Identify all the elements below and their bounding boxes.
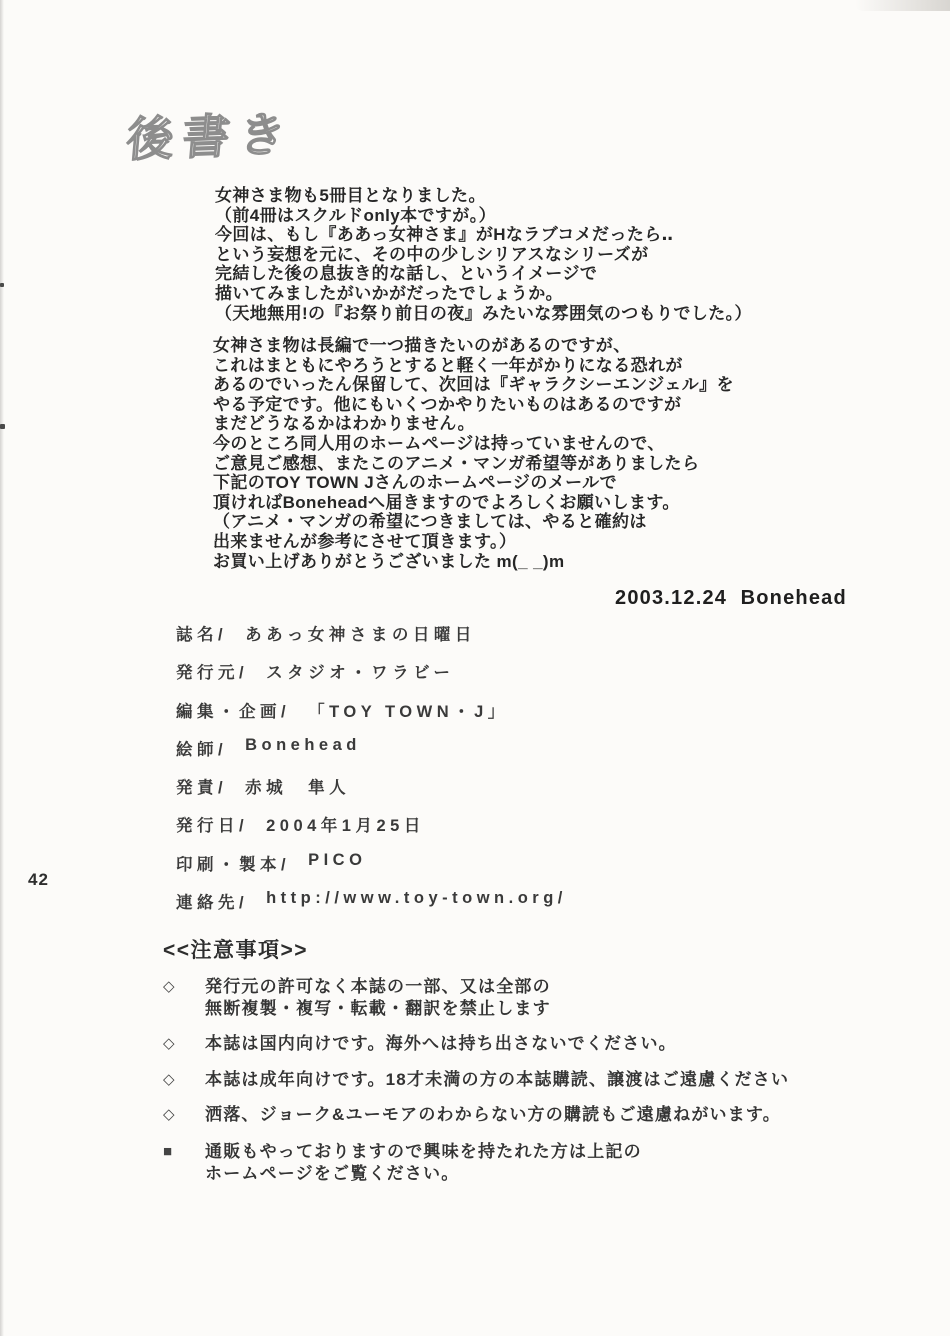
colophon-contact-url: http://www.toy-town.org/ — [266, 889, 567, 908]
colophon-label: 印刷・製本/ — [176, 855, 291, 874]
colophon-value: 「TOY TOWN・J」 — [308, 702, 509, 721]
notice-line: 発行元の許可なく本誌の一部、又は全部の — [205, 977, 551, 996]
notices-heading: <<注意事項>> — [163, 939, 309, 962]
afterword-line: まだどうなるかはわかりません。 — [213, 414, 476, 434]
scan-artifact-speck — [0, 424, 5, 429]
afterword-line: 女神さま物も5冊目となりました。 — [215, 186, 486, 205]
notice-item — [163, 976, 883, 1020]
scan-artifact-speck — [0, 283, 4, 287]
notice-line: 通販もやっておりますので興味を持たれた方は上記の — [205, 1142, 642, 1161]
colophon-label: 発責/ — [176, 779, 228, 798]
afterword-paragraph-1 — [215, 186, 752, 323]
notice-item — [163, 1141, 883, 1185]
colophon-value: 2004年1月25日 — [266, 817, 425, 836]
colophon-value: PICO — [308, 850, 367, 869]
afterword-line: 女神さま物は長編で一つ描きたいのがあるのですが、 — [213, 336, 631, 355]
colophon-label: 編集・企画/ — [176, 702, 291, 721]
afterword-line: （天地無用!の『お祭り前日の夜』みたいな雰囲気のつもりでした。） — [215, 303, 752, 323]
colophon-value: Bonehead — [245, 735, 361, 754]
colophon-value: ああっ女神さまの日曜日 — [245, 626, 476, 644]
colophon-row-contact — [176, 889, 567, 927]
colophon-label: 連絡先/ — [176, 894, 249, 913]
notice-line: 洒落、ジョーク&ユーモアのわからない方の購読もご遠慮ねがいます。 — [205, 1105, 781, 1124]
afterword-line: 出来ませんが参考にさせて頂きます。） — [213, 531, 517, 551]
afterword-paragraph-2 — [213, 336, 734, 571]
afterword-line: （前4冊はスクルドonly本ですが。） — [215, 205, 496, 225]
notice-line: 無断複製・複写・転載・翻訳を禁止します — [205, 999, 551, 1018]
afterword-line: 頂ければBoneheadへ届きますのでよろしくお願いします。 — [213, 492, 680, 512]
diamond-bullet-icon: ◇ — [163, 1106, 176, 1123]
colophon-label: 発行元/ — [176, 664, 249, 683]
afterword-line: これはまともにやろうとすると軽く一年がかりになる恐れが — [213, 355, 683, 375]
notice-line: 本誌は国内向けです。海外へは持ち出さないでください。 — [205, 1034, 677, 1053]
colophon-row-publisher — [176, 659, 567, 697]
notice-item — [163, 1069, 883, 1091]
colophon — [176, 621, 567, 927]
notice-text — [205, 1141, 642, 1185]
afterword-line: あるのでいったん保留して、次回は『ギャラクシーエンジェル』を — [213, 375, 734, 395]
colophon-row-date — [176, 812, 567, 850]
notice-item — [163, 1104, 883, 1126]
afterword-line: という妄想を元に、その中の少しシリアスなシリーズが — [215, 244, 649, 264]
notice-item — [163, 1033, 883, 1055]
notice-text — [205, 976, 551, 1020]
afterword-line: 今回は、もし『ああっ女神さま』がHなラブコメだったら‥ — [215, 225, 674, 245]
colophon-value: スタジオ・ワラビー — [266, 664, 455, 683]
diamond-bullet-icon: ◇ — [163, 1035, 176, 1052]
afterword-line: ご意見ご感想、またこのアニメ・マンガ希望等がありましたら — [213, 453, 700, 473]
colophon-row-editing — [176, 698, 567, 736]
page-title: 後書き — [124, 106, 298, 167]
afterword-line: （アニメ・マンガの希望につきましては、やると確約は — [213, 512, 647, 532]
colophon-value: 赤城 隼人 — [245, 779, 351, 798]
scan-artifact-smudge — [855, 0, 950, 11]
afterword-line: 完結した後の息抜き的な話し、というイメージで — [215, 264, 598, 284]
diamond-bullet-icon: ◇ — [163, 1071, 176, 1088]
notices-section — [163, 934, 883, 1185]
notice-text — [205, 1104, 781, 1126]
scan-artifact-left-edge — [0, 0, 4, 1336]
afterword-line: 下記のTOY TOWN Jさんのホームページのメールで — [213, 473, 617, 493]
colophon-label: 誌名/ — [176, 626, 228, 644]
notice-text — [205, 1033, 677, 1055]
colophon-label: 発行日/ — [176, 817, 249, 836]
afterword-line: お買い上げありがとうございました m(_ _)m — [213, 551, 565, 571]
colophon-row-responsible — [176, 774, 567, 812]
colophon-row-printing — [176, 851, 567, 889]
afterword-line: 描いてみましたがいかがだったでしょうか。 — [215, 283, 563, 303]
colophon-row-artist — [176, 736, 567, 774]
afterword-line: 今のところ同人用のホームページは持っていませんので、 — [213, 433, 665, 453]
colophon-label: 絵師/ — [176, 740, 228, 759]
square-bullet-icon: ■ — [163, 1143, 174, 1160]
notice-text — [205, 1069, 789, 1091]
notice-line: ホームページをご覧ください。 — [205, 1164, 460, 1183]
afterword-line: やる予定です。他にもいくつかやりたいものはあるのですが — [213, 394, 682, 414]
notice-line: 本誌は成年向けです。18才未満の方の本誌購読、譲渡はご遠慮ください — [205, 1070, 790, 1089]
diamond-bullet-icon: ◇ — [163, 978, 176, 995]
colophon-row-title — [176, 621, 567, 659]
page-number: 42 — [28, 870, 49, 889]
signature-date: 2003.12.24 Bonehead — [615, 587, 847, 609]
